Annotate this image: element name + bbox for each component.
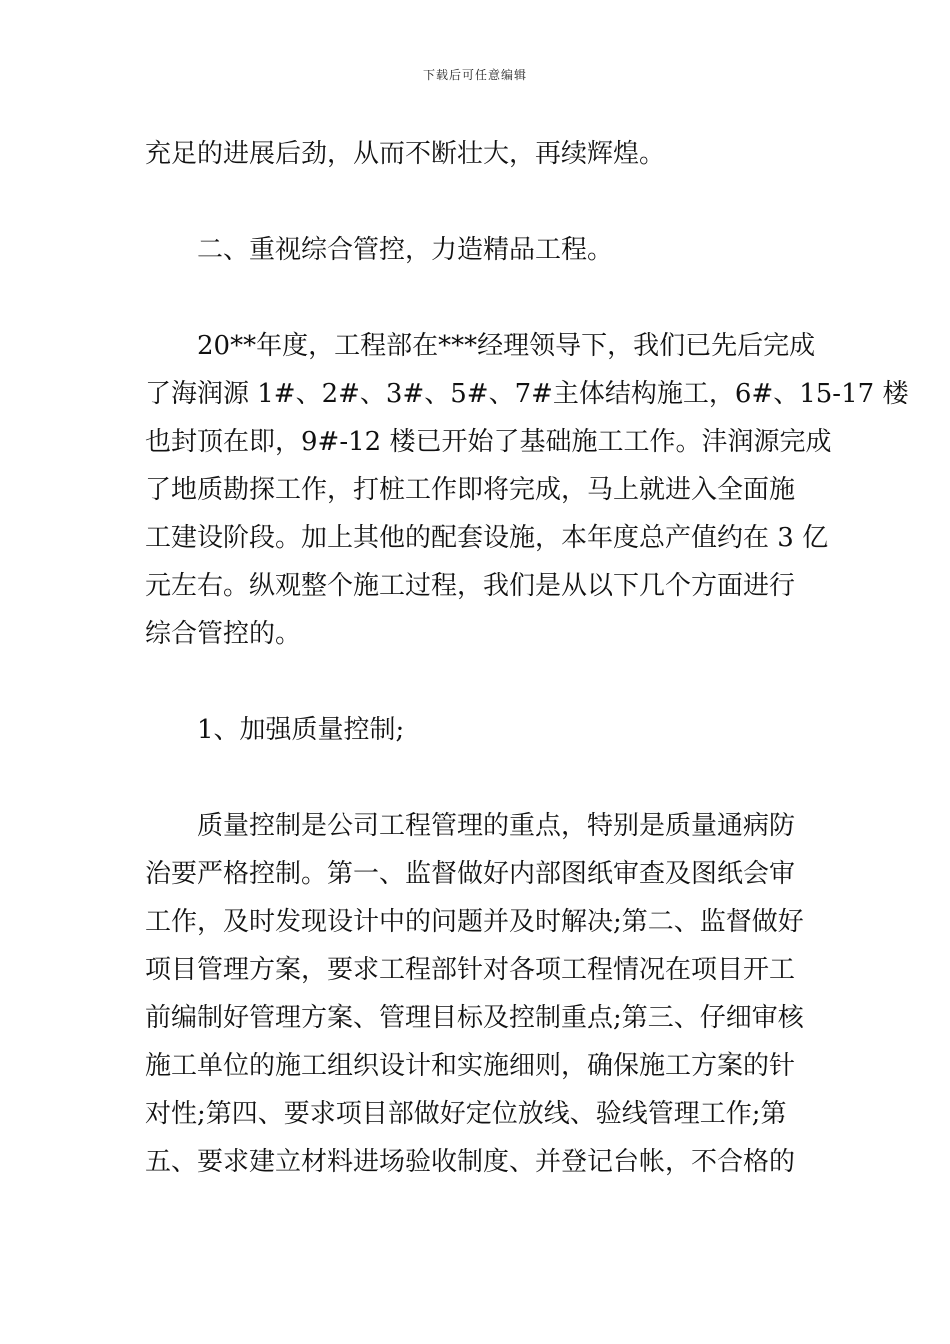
- paragraph-annual-summary: [145, 322, 909, 658]
- text-line: 二、重视综合管控，力造精品工程。: [197, 235, 614, 265]
- paragraph-gap: [145, 274, 807, 322]
- text-line: 综合管控的。: [145, 619, 302, 649]
- paragraph-gap: [145, 754, 807, 802]
- text-line: 治要严格控制。第一、监督做好内部图纸审查及图纸会审: [145, 859, 796, 889]
- text-line: 对性;第四、要求项目部做好定位放线、验线管理工作;第: [145, 1099, 787, 1129]
- paragraph-gap: [145, 178, 807, 226]
- text-line: 工建设阶段。加上其他的配套设施，本年度总产值约在 3 亿: [145, 523, 829, 553]
- text-line: 质量控制是公司工程管理的重点，特别是质量通病防: [197, 811, 796, 841]
- text-line: 了地质勘探工作，打桩工作即将完成，马上就进入全面施: [145, 475, 796, 505]
- text-line: 施工单位的施工组织设计和实施细则，确保施工方案的针: [145, 1051, 796, 1081]
- page-header: 下载后可任意编辑: [422, 68, 527, 82]
- paragraph-continuation: [145, 130, 807, 178]
- text-line: 元左右。纵观整个施工过程，我们是从以下几个方面进行: [145, 571, 796, 601]
- text-line: 工作，及时发现设计中的问题并及时解决;第二、监督做好: [145, 907, 804, 937]
- text-line: 也封顶在即，9#-12 楼已开始了基础施工工作。沣润源完成: [145, 427, 832, 457]
- text-line: 充足的进展后劲，从而不断壮大，再续辉煌。: [145, 139, 666, 169]
- text-line: 前编制好管理方案、管理目标及控制重点;第三、仔细审核: [145, 1003, 804, 1033]
- subsection-heading: [145, 706, 807, 754]
- paragraph-quality-control: [145, 802, 807, 1186]
- text-line: 五、要求建立材料进场验收制度、并登记台帐，不合格的: [145, 1147, 796, 1177]
- text-line: 1、加强质量控制;: [197, 715, 405, 745]
- text-line: 项目管理方案，要求工程部针对各项工程情况在项目开工: [145, 955, 796, 985]
- section-heading: [145, 226, 807, 274]
- text-line: 20**年度，工程部在***经理领导下，我们已先后完成: [197, 331, 816, 361]
- text-line: 了海润源 1#、2#、3#、5#、7#主体结构施工，6#、15-17 楼: [145, 379, 909, 409]
- document-body: [145, 130, 909, 1186]
- paragraph-gap: [145, 658, 807, 706]
